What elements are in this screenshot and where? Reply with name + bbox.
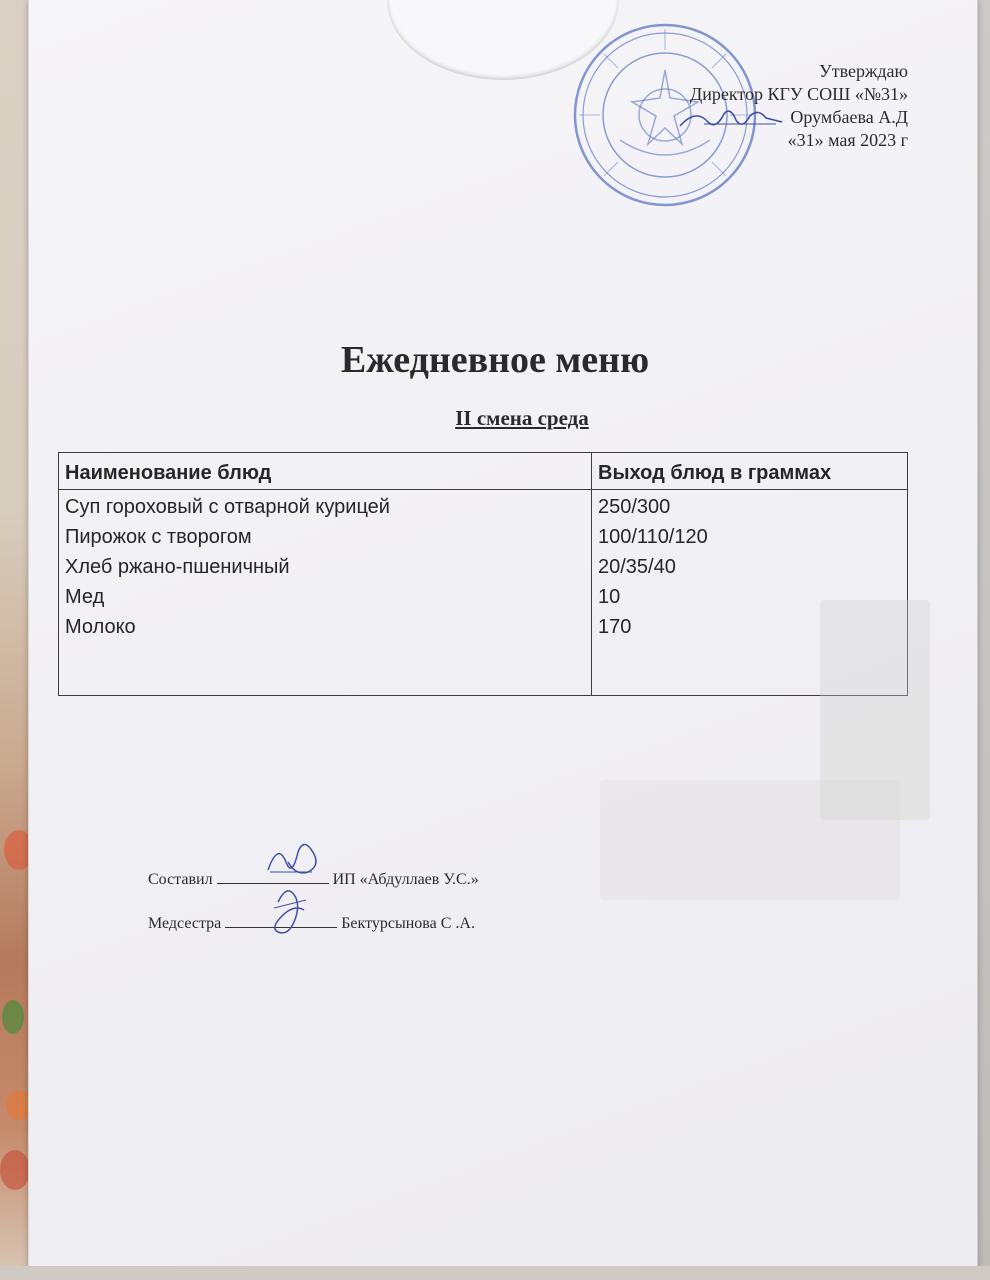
table-body-row (59, 490, 908, 696)
compiled-label: Составил (148, 871, 213, 888)
dish-grams: 10 (598, 586, 621, 608)
page-subtitle: II смена среда (455, 406, 589, 430)
dish-grams: 170 (598, 616, 632, 638)
approval-date: «31» мая 2023 г (787, 130, 908, 150)
dish-list-cell (59, 490, 592, 696)
director-signature (676, 104, 786, 134)
nurse-name: Бектурсынова С .А. (341, 915, 475, 932)
handwritten-signatures (248, 832, 338, 947)
nurse-label: Медсестра (148, 915, 222, 932)
dish-name: Мед (65, 586, 105, 608)
menu-table (58, 452, 908, 696)
glare-reflection (600, 780, 900, 900)
approval-position: Директор КГУ СОШ «№31» (689, 84, 908, 104)
dish-name: Пирожок с творогом (65, 526, 252, 548)
dish-name: Суп гороховый с отварной курицей (65, 496, 390, 518)
dish-grams: 250/300 (598, 496, 671, 518)
column-header-grams: Выход блюд в граммах (592, 453, 908, 490)
dish-name: Хлеб ржано-пшеничный (65, 556, 290, 578)
approval-name: Орумбаева А.Д (790, 107, 908, 127)
page-title: Ежедневное меню (340, 339, 650, 381)
background-bottom-edge (0, 1266, 990, 1280)
dish-grams: 20/35/40 (598, 556, 676, 578)
compiled-name: ИП «Абдуллаев У.С.» (332, 871, 479, 888)
table-header-row (59, 453, 908, 490)
dish-name: Молоко (65, 616, 136, 638)
approval-heading: Утверждаю (818, 61, 908, 81)
column-header-dish: Наименование блюд (59, 453, 592, 490)
dish-grams: 100/110/120 (598, 526, 708, 548)
